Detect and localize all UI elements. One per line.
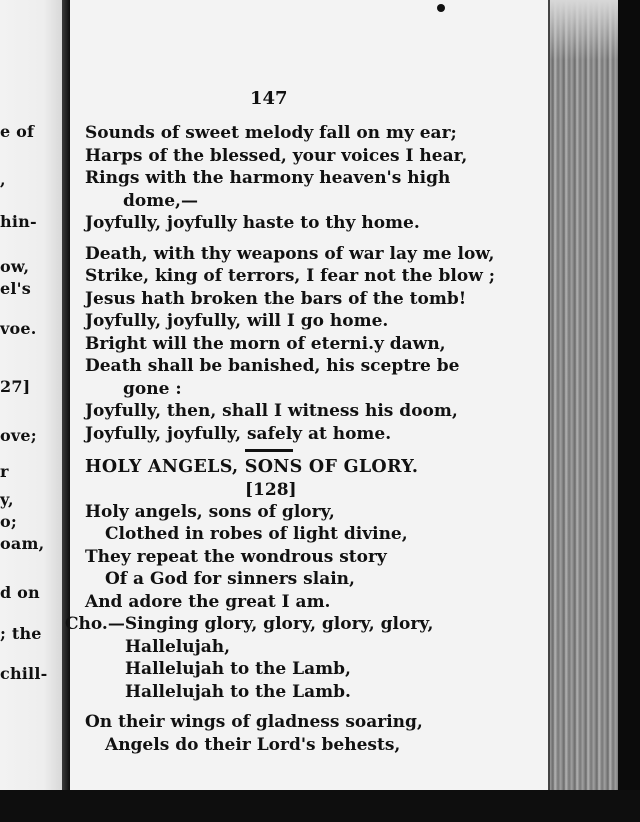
left-page-text: chill- — [0, 664, 48, 683]
verse-line: They repeat the wondrous story — [85, 546, 387, 567]
left-page-text: r — [0, 462, 9, 481]
chorus-line: Cho.—Singing glory, glory, glory, glory, — [65, 614, 434, 634]
verse-line: Jesus hath broken the bars of the tomb! — [85, 288, 467, 309]
left-page-text: o; — [0, 512, 17, 531]
hymn-number: [128] — [245, 479, 297, 500]
left-page-text: ; the — [0, 624, 42, 643]
verse-line: Of a God for sinners slain, — [105, 569, 355, 589]
verse-line: Strike, king of terrors, I fear not the blow ; — [85, 266, 496, 286]
verse-line: Bright will the morn of eterni.y dawn, — [85, 333, 446, 354]
book-page-edges — [548, 0, 620, 822]
scan-border — [0, 790, 640, 822]
hymn-text-block — [65, 84, 496, 756]
verse-line: Clothed in robes of light divine, — [105, 524, 408, 544]
chorus-line: Hallelujah, — [125, 636, 231, 657]
verse-line: Death, with thy weapons of war lay me low, — [85, 243, 495, 264]
left-page-text: el's — [0, 279, 31, 298]
left-page-text: oam, — [0, 534, 45, 553]
left-page-text: , — [0, 170, 6, 189]
verse-line: Joyfully, joyfully, will I go home. — [85, 311, 389, 331]
verse-line: Harps of the blessed, your voices I hear, — [85, 145, 468, 166]
left-page-text: ove; — [0, 426, 37, 445]
stanza — [85, 711, 465, 756]
chorus-line: Hallelujah to the Lamb, — [125, 659, 351, 679]
hymn-title: HOLY ANGELS, SONS OF GLORY. — [85, 457, 419, 477]
left-page-text: d on — [0, 583, 40, 602]
chorus — [65, 613, 465, 703]
verse-line: Joyfully, joyfully, safely at home. — [85, 423, 392, 444]
section-divider — [245, 449, 293, 452]
ink-spot — [437, 4, 445, 12]
verse-line: On their wings of gladness soaring, — [85, 712, 423, 732]
stanza — [85, 501, 465, 614]
left-page-text: e of — [0, 122, 35, 141]
verse-line: Joyfully, then, shall I witness his doom, — [85, 401, 458, 421]
verse-line: dome,— — [123, 190, 198, 211]
left-page-text: y, — [0, 490, 14, 509]
verse-line: Joyfully, joyfully haste to thy home. — [85, 213, 420, 233]
verse-line: And adore the great I am. — [85, 591, 331, 612]
verse-line: gone : — [123, 378, 182, 399]
verse-line: Rings with the harmony heaven's high — [85, 168, 451, 188]
verse-line: Death shall be banished, his sceptre be — [85, 356, 460, 376]
left-page-text: voe. — [0, 319, 37, 338]
stanza — [85, 243, 496, 446]
left-page-text: ow, — [0, 257, 30, 276]
page-number: 147 — [250, 88, 288, 109]
chorus-line: Hallelujah to the Lamb. — [125, 681, 351, 702]
verse-line: Angels do their Lord's behests, — [105, 734, 401, 755]
verse-line: Sounds of sweet melody fall on my ear; — [85, 123, 457, 143]
left-page-fragment — [0, 0, 62, 822]
left-page-text: hin- — [0, 212, 37, 231]
scan-border — [618, 0, 640, 822]
left-page-text: 27] — [0, 377, 31, 396]
verse-line: Holy angels, sons of glory, — [85, 501, 335, 522]
stanza — [85, 122, 468, 235]
